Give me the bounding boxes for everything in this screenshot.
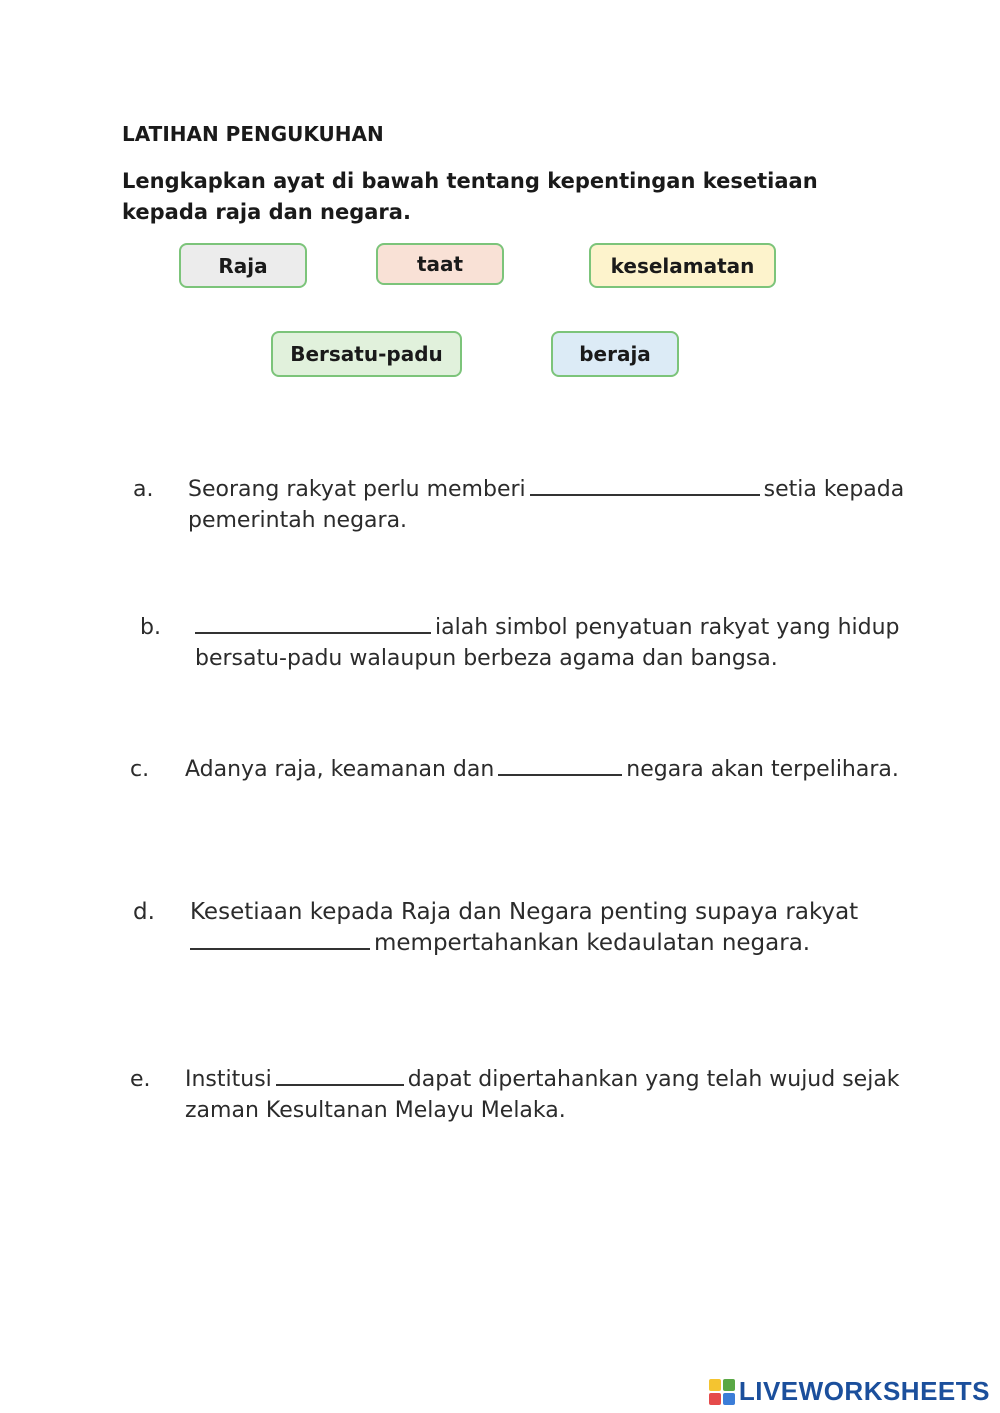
- answer-blank-c[interactable]: [498, 754, 622, 776]
- question-text: zaman Kesultanan Melayu Melaka.: [185, 1098, 566, 1123]
- word-chip-raja[interactable]: Raja: [179, 243, 307, 288]
- question-text: Kesetiaan kepada Raja dan Negara penting supaya rakyat: [190, 899, 859, 925]
- question-text: setia kepada: [763, 477, 905, 502]
- question-text: Adanya raja, keamanan dan: [185, 757, 495, 782]
- question-text: pemerintah negara.: [188, 508, 408, 533]
- question-letter: e.: [130, 1067, 151, 1092]
- liveworksheets-footer: [709, 1376, 990, 1407]
- liveworksheets-logo-icon: [709, 1379, 735, 1405]
- question-letter: c.: [130, 757, 150, 782]
- question-text: Seorang rakyat perlu memberi: [188, 477, 526, 502]
- answer-blank-b[interactable]: [195, 612, 431, 634]
- question-letter: d.: [133, 899, 155, 925]
- instruction-text: Lengkapkan ayat di bawah tentang kepentingan kesetiaan kepada raja dan negara.: [122, 169, 818, 224]
- answer-blank-a[interactable]: [530, 474, 760, 496]
- word-chip-beraja[interactable]: beraja: [551, 331, 679, 377]
- worksheet-heading: LATIHAN PENGUKUHAN: [122, 122, 384, 146]
- question-text: dapat dipertahankan yang telah wujud sejak: [407, 1067, 900, 1092]
- question-text: mempertahankan kedaulatan negara.: [374, 930, 811, 956]
- question-text: ialah simbol penyatuan rakyat yang hidup: [435, 615, 900, 640]
- question-text: bersatu-padu walaupun berbeza agama dan bangsa.: [195, 646, 778, 671]
- question-text: Institusi: [185, 1067, 272, 1092]
- question-letter: b.: [140, 615, 161, 640]
- brand-name: LIVEWORKSHEETS: [738, 1376, 990, 1406]
- word-chip-taat[interactable]: taat: [376, 243, 504, 285]
- word-chip-bersatu-padu[interactable]: Bersatu-padu: [271, 331, 462, 377]
- question-letter: a.: [133, 477, 154, 502]
- answer-blank-d[interactable]: [190, 928, 370, 950]
- question-text: negara akan terpelihara.: [626, 757, 899, 782]
- answer-blank-e[interactable]: [276, 1064, 404, 1086]
- word-chip-keselamatan[interactable]: keselamatan: [589, 243, 776, 288]
